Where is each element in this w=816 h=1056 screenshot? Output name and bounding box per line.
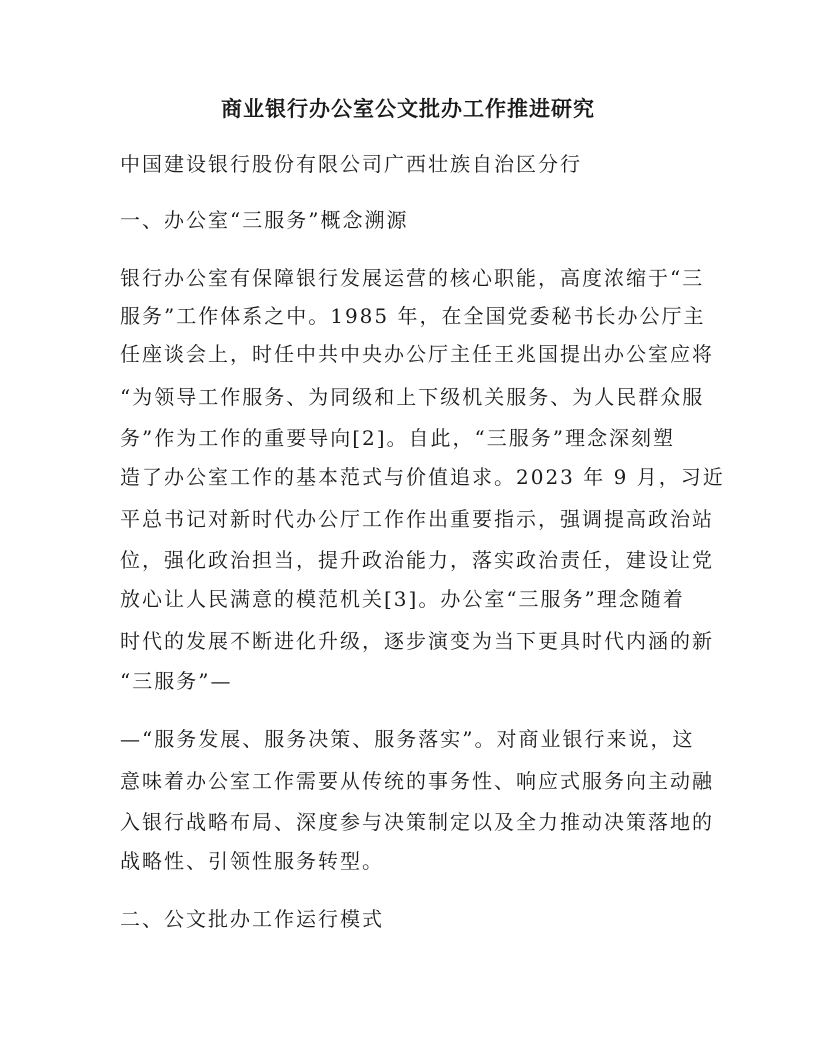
paragraph-line: 银行办公室有保障银行发展运营的核心职能，高度浓缩于“三: [120, 266, 705, 290]
paragraph-line: 位，强化政治担当，提升政治能力，落实政治责任，建设让党: [120, 548, 714, 572]
section-heading-2: 二、公文批办工作运行模式: [120, 907, 384, 931]
paragraph-line: 服务”工作体系之中。1985 年，在全国党委秘书长办公厅主: [120, 304, 706, 328]
paragraph-line: “为领导工作服务、为同级和上下级机关服务、为人民群众服: [120, 385, 705, 409]
paragraph-line: —“服务发展、服务决策、服务落实”。对商业银行来说，这: [120, 727, 695, 751]
author-organization: 中国建设银行股份有限公司广西壮族自治区分行: [120, 152, 582, 176]
paragraph-line: 平总书记对新时代办公厅工作作出重要指示，强调提高政治站: [120, 507, 714, 531]
paragraph-line: 放心让人民满意的模范机关[3]。办公室“三服务”理念随着: [120, 587, 685, 611]
paragraph-line: 入银行战略布局、深度参与决策制定以及全力推动决策落地的: [120, 810, 714, 834]
paragraph-line: 造了办公室工作的基本范式与价值追求。2023 年 9 月，习近: [120, 465, 725, 489]
section-heading-1: 一、办公室“三服务”概念溯源: [120, 208, 409, 232]
paragraph-line: 时代的发展不断进化升级，逐步演变为当下更具时代内涵的新: [120, 629, 714, 653]
paragraph-line: “三服务”—: [120, 669, 233, 693]
paragraph-line: 意味着办公室工作需要从传统的事务性、响应式服务向主动融: [120, 769, 714, 793]
paragraph-line: 战略性、引领性服务转型。: [120, 849, 384, 873]
paragraph-line: 任座谈会上，时任中共中央办公厅主任王兆国提出办公室应将: [120, 342, 714, 366]
paragraph-line: 务”作为工作的重要导向[2]。自此，“三服务”理念深刻塑: [120, 426, 676, 450]
document-title: 商业银行办公室公文批办工作推进研究: [221, 96, 595, 121]
